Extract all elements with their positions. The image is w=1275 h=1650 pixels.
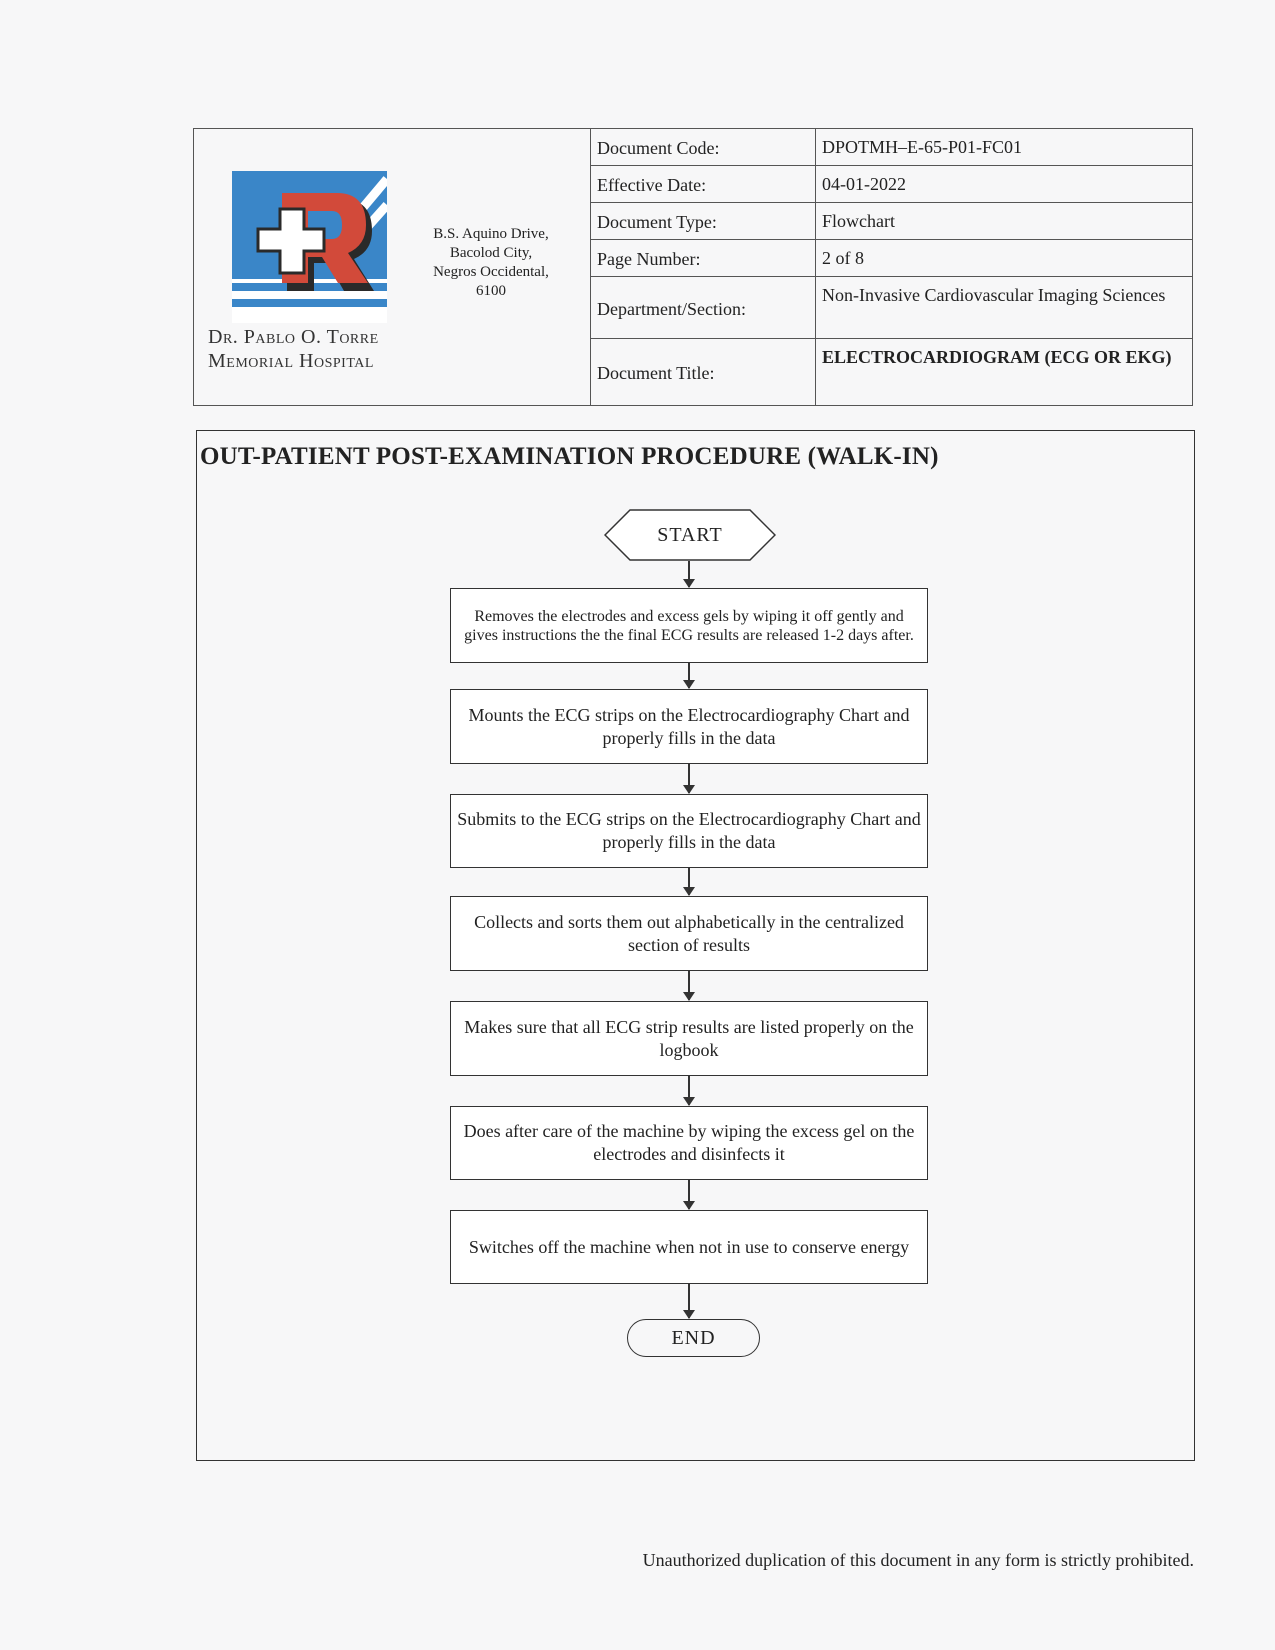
department-label: Department/Section: (591, 277, 816, 339)
effective-date-value: 04-01-2022 (816, 166, 1192, 203)
flow-arrow (688, 764, 690, 793)
document-header (193, 128, 1193, 406)
document-title-value: ELECTROCARDIOGRAM (ECG OR EKG) (822, 347, 1172, 367)
flow-arrow (688, 561, 690, 587)
document-title-label: Document Title: (591, 339, 816, 405)
page-number-label: Page Number: (591, 240, 816, 277)
flow-step-4: Collects and sorts them out alphabetically in the centralized section of results (450, 896, 928, 971)
address-line1: B.S. Aquino Drive, (433, 226, 549, 242)
document-meta-table (591, 129, 1192, 405)
flowchart-frame (196, 430, 1195, 1461)
address-line2: Bacolod City, (449, 245, 533, 261)
document-type-value: Flowchart (816, 203, 1192, 240)
document-code-label: Document Code: (591, 129, 816, 166)
flow-step-7: Switches off the machine when not in use to conserve energy (450, 1210, 928, 1284)
flow-arrow (688, 868, 690, 895)
hospital-name-line2: Memorial Hospital (208, 350, 374, 372)
flow-step-1: Removes the electrodes and excess gels by wiping it off gently and gives instructions the the final ECG results are released 1-2 days after. (450, 588, 928, 663)
flowchart-title: OUT-PATIENT POST-EXAMINATION PROCEDURE (WALK-IN) (200, 443, 939, 470)
address-line4: 6100 (476, 283, 506, 299)
start-label: START (657, 523, 723, 546)
effective-date-label: Effective Date: (591, 166, 816, 203)
flow-step-2: Mounts the ECG strips on the Electrocardiography Chart and properly fills in the data (450, 689, 928, 764)
flow-arrow (688, 971, 690, 1000)
document-type-label: Document Type: (591, 203, 816, 240)
flow-arrow (688, 663, 690, 688)
page-number-value: 2 of 8 (816, 240, 1192, 277)
flow-step-5: Makes sure that all ECG strip results are listed properly on the logbook (450, 1001, 928, 1076)
document-code-value: DPOTMH–E-65-P01-FC01 (816, 129, 1192, 166)
footer-notice: Unauthorized duplication of this document in any form is strictly prohibited. (642, 1550, 1194, 1570)
flow-step-6: Does after care of the machine by wiping the excess gel on the electrodes and disinfects it (450, 1106, 928, 1180)
hospital-address (416, 225, 566, 301)
flow-step-3: Submits to the ECG strips on the Electrocardiography Chart and properly fills in the data (450, 794, 928, 868)
hospital-logo (232, 171, 387, 323)
end-terminal: END (627, 1319, 760, 1357)
hospital-name-line1: Dr. Pablo O. Torre (208, 326, 379, 348)
hospital-brand (194, 129, 591, 405)
flow-arrow (688, 1284, 690, 1318)
department-value: Non-Invasive Cardiovascular Imaging Sciences (816, 277, 1192, 339)
flow-arrow (688, 1180, 690, 1209)
hospital-name (208, 325, 379, 373)
flow-arrow (688, 1076, 690, 1105)
address-line3: Negros Occidental, (433, 264, 549, 280)
